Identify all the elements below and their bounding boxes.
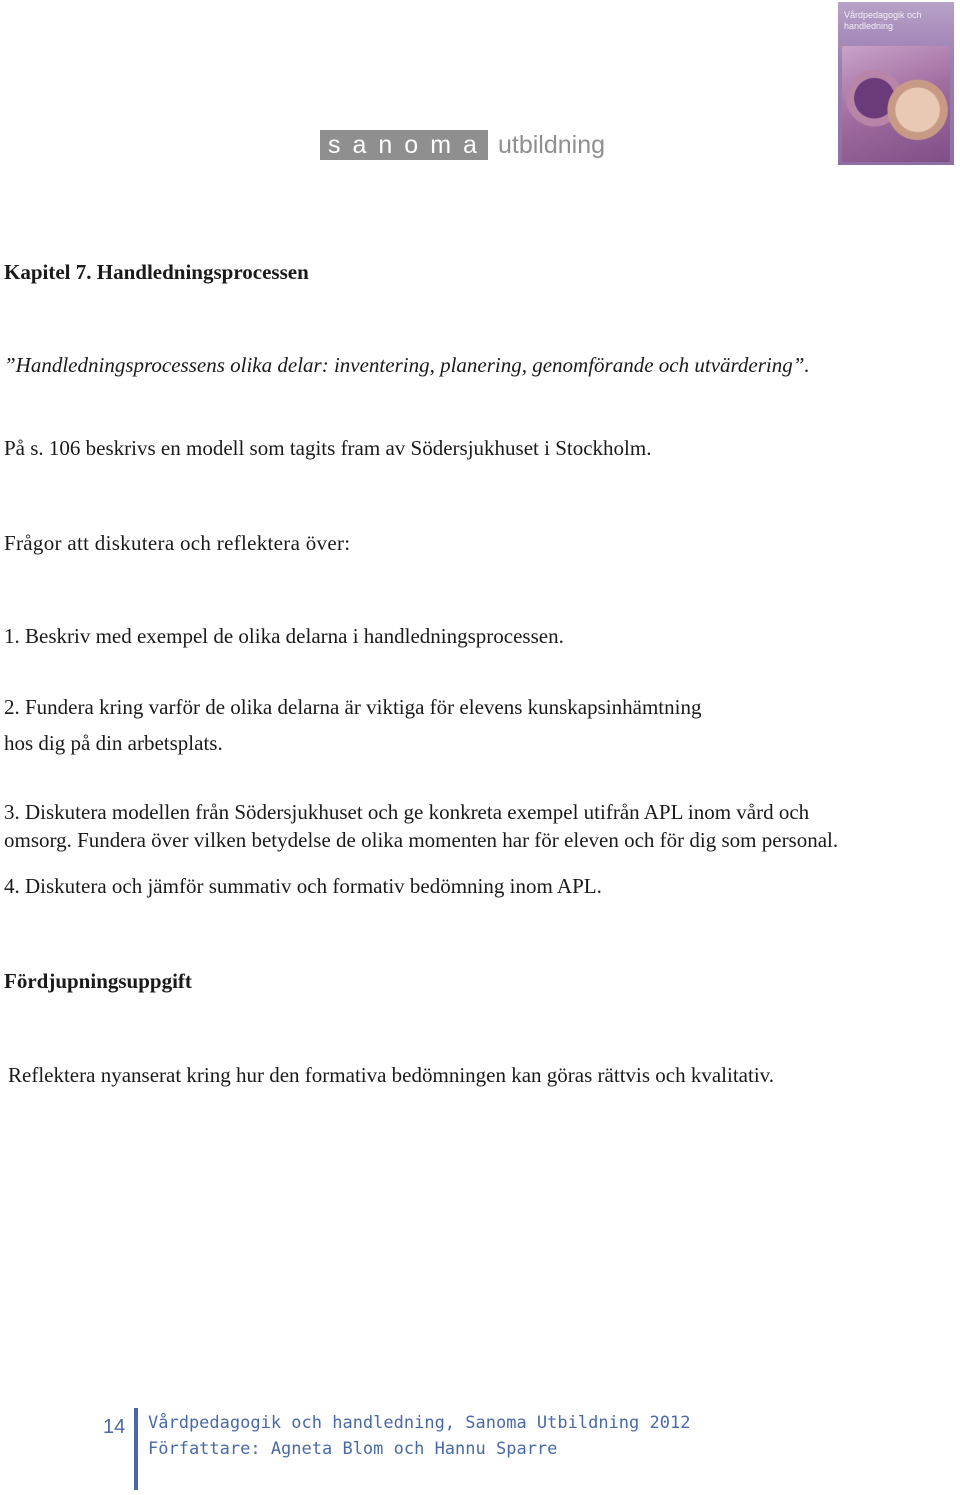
footer-authors: Författare: Agneta Blom och Hannu Sparre xyxy=(148,1439,558,1459)
question-3: 3. Diskutera modellen från Södersjukhuset och ge konkreta exempel utifrån APL inom vård och xyxy=(4,800,810,824)
page-number: 14 xyxy=(103,1416,126,1438)
chapter-title: Kapitel 7. Handledningsprocessen xyxy=(4,260,309,284)
publisher-logo xyxy=(320,130,605,160)
question-2: 2. Fundera kring varför de olika delarna är viktiga för elevens kunskapsinhämtning xyxy=(4,695,702,719)
deep-task-text: Reflektera nyanserat kring hur den formativa bedömningen kan göras rättvis och kvalitativ. xyxy=(8,1063,775,1087)
logo-utbildning: utbildning xyxy=(498,131,606,159)
book-cover-image xyxy=(838,2,954,165)
footer-divider xyxy=(134,1408,138,1490)
book-cover-photo xyxy=(842,46,950,162)
book-cover-title: Vårdpedagogik och handledning xyxy=(844,10,922,31)
question-3-cont: omsorg. Fundera över vilken betydelse de olika momenten har för eleven och för dig som personal. xyxy=(4,828,839,852)
deep-task-heading: Fördjupningsuppgift xyxy=(4,969,192,993)
chapter-quote: ”Handledningsprocessens olika delar: inventering, planering, genomförande och utvärdering”. xyxy=(4,353,810,377)
logo-sanoma: sanoma xyxy=(320,130,488,160)
question-2-cont: hos dig på din arbetsplats. xyxy=(4,731,223,755)
intro-text: På s. 106 beskrivs en modell som tagits fram av Södersjukhuset i Stockholm. xyxy=(4,436,652,460)
question-4: 4. Diskutera och jämför summativ och formativ bedömning inom APL. xyxy=(4,874,602,898)
questions-heading: Frågor att diskutera och reflektera över: xyxy=(4,531,351,555)
footer-book-info: Vårdpedagogik och handledning, Sanoma Utbildning 2012 xyxy=(148,1413,691,1433)
question-1: 1. Beskriv med exempel de olika delarna i handledningsprocessen. xyxy=(4,624,564,648)
